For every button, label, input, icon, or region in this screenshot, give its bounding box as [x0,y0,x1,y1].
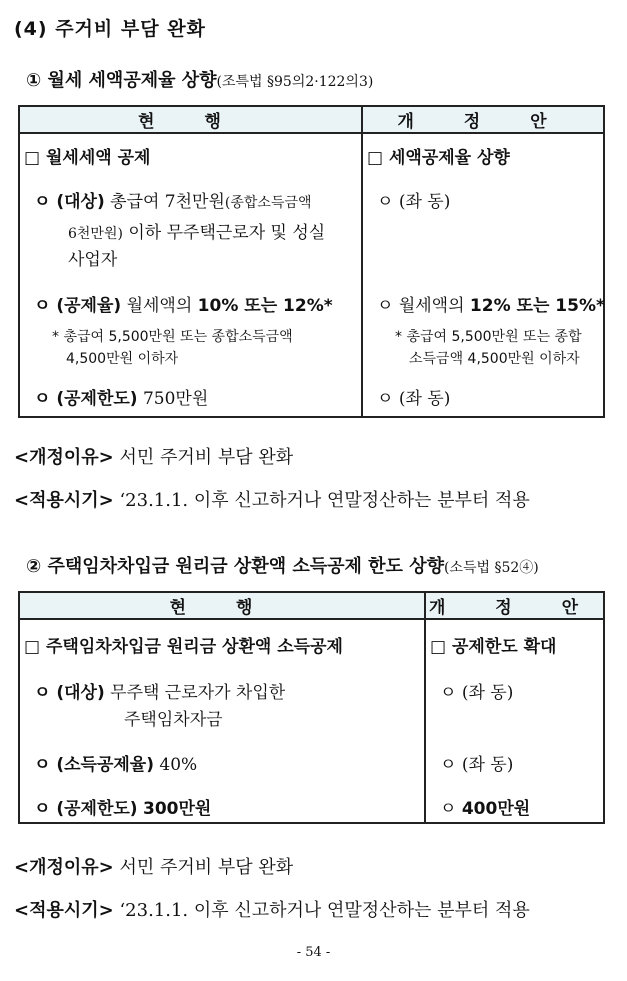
item2-reason-label: <개정이유> [14,857,114,878]
item1-cur-limit-text: 750만원 [142,389,209,409]
item2-header-current: 현 행 [19,592,425,619]
item2-reason-text: 서민 주거비 부담 완화 [119,857,294,878]
item1-revised-heading: □ 세액공제율 상향 [367,148,510,168]
item2-timing-text: ‘23.1.1. 이후 신고하거나 연말정산하는 분부터 적용 [119,900,530,921]
item1-cur-rate-label: ㅇ (공제율) [34,296,122,316]
item1-revised-limit: ㅇ (좌 동) [377,389,451,409]
item1-reason-label: <개정이유> [14,447,114,468]
item2-comparison-table [18,591,605,824]
item2-cur-limit-text: 300만원 [142,799,212,819]
item1-cur-limit-label: ㅇ (공제한도) [34,389,138,409]
item1-timing-label: <적용시기> [14,490,114,511]
item1-current-target [34,187,312,212]
item1-title-text: ① 월세 세액공제율 상향 [26,70,217,91]
item1-timing [14,486,530,512]
item2-rev-limit-bullet: ㅇ [440,799,457,819]
item1-current-heading: □ 월세세액 공제 [24,148,151,168]
item2-current-heading: □ 주택임차차입금 원리금 상환액 소득공제 [24,637,343,657]
page-number: - 54 - [296,945,331,960]
item2-current-cell [20,620,424,822]
item2-rev-limit-text: 400만원 [461,799,531,819]
item1-cur-target-line2-text: 이하 무주택근로자 및 성실 [128,223,326,243]
item1-cur-target-label: ㅇ (대상) [34,192,105,212]
item1-current-cell [20,134,361,416]
item1-rev-rate-text: ㅇ 월세액의 [377,296,465,316]
item1-current-rate [34,291,333,316]
item1-cur-target-small: (종합소득금액 [224,195,312,211]
item1-revised-rate [377,291,605,316]
item1-revised-note-line2: 소득금액 4,500만원 이하자 [409,351,580,367]
item2-header-revised: 개 정 안 [425,592,604,619]
item2-cur-rate-text: 40% [159,755,198,775]
item2-cur-target-text: 무주택 근로자가 차입한 [110,683,286,703]
item1-cur-target-line2-small: 6천만원) [68,226,123,242]
item2-title-text: ② 주택임차차입금 원리금 상환액 소득공제 한도 상향 [26,556,444,577]
item2-timing [14,896,530,922]
section-title: (4) 주거비 부담 완화 [14,18,206,40]
item1-current-note-line1: * 총급여 5,500만원 또는 종합소득금액 [52,329,293,345]
item2-cur-limit-label: ㅇ (공제한도) [34,799,138,819]
item2-revised-limit [440,794,530,819]
item2-revised-rate: ㅇ (좌 동) [440,755,514,775]
item1-revised-target: ㅇ (좌 동) [377,192,451,212]
item1-title [26,66,373,92]
item1-revised-note-line1: * 총급여 5,500만원 또는 종합 [395,329,582,345]
item2-cur-target-label: ㅇ (대상) [34,683,105,703]
item1-comparison-table [18,105,605,418]
item1-cur-rate-text: 월세액의 [126,296,193,316]
item2-title [26,552,539,578]
item2-revised-heading: □ 공제한도 확대 [430,637,557,657]
item1-reason-text: 서민 주거비 부담 완화 [119,447,294,468]
item1-ref: (조특법 §95의2·122의3) [216,74,374,90]
item2-revised-cell [426,620,603,822]
item1-timing-text: ‘23.1.1. 이후 신고하거나 연말정산하는 분부터 적용 [119,490,530,511]
item2-current-rate [34,750,197,775]
item2-current-target [34,678,285,703]
item1-cur-target-text: 총급여 7천만원 [110,192,225,212]
item1-current-note-line2: 4,500만원 이하자 [66,351,179,367]
item2-timing-label: <적용시기> [14,900,114,921]
item2-cur-rate-label: ㅇ (소득공제율) [34,755,154,775]
item1-current-limit [34,384,208,409]
item2-ref: (소득법 §52④) [444,560,539,576]
item1-current-target-line3: 사업자 [68,250,118,270]
item1-rev-rate-bold: 12% 또는 15%* [469,296,605,316]
item2-current-target-line2: 주택임차자금 [124,710,223,730]
item1-cur-rate-bold: 10% 또는 12%* [197,296,333,316]
item1-current-target-line2 [68,218,325,243]
item1-reason [14,443,293,469]
item1-revised-cell [363,134,603,416]
item2-current-limit [34,794,211,819]
item1-header-current: 현 행 [19,106,362,133]
item1-header-revised: 개 정 안 [362,106,604,133]
item2-reason [14,853,293,879]
item2-revised-target: ㅇ (좌 동) [440,683,514,703]
